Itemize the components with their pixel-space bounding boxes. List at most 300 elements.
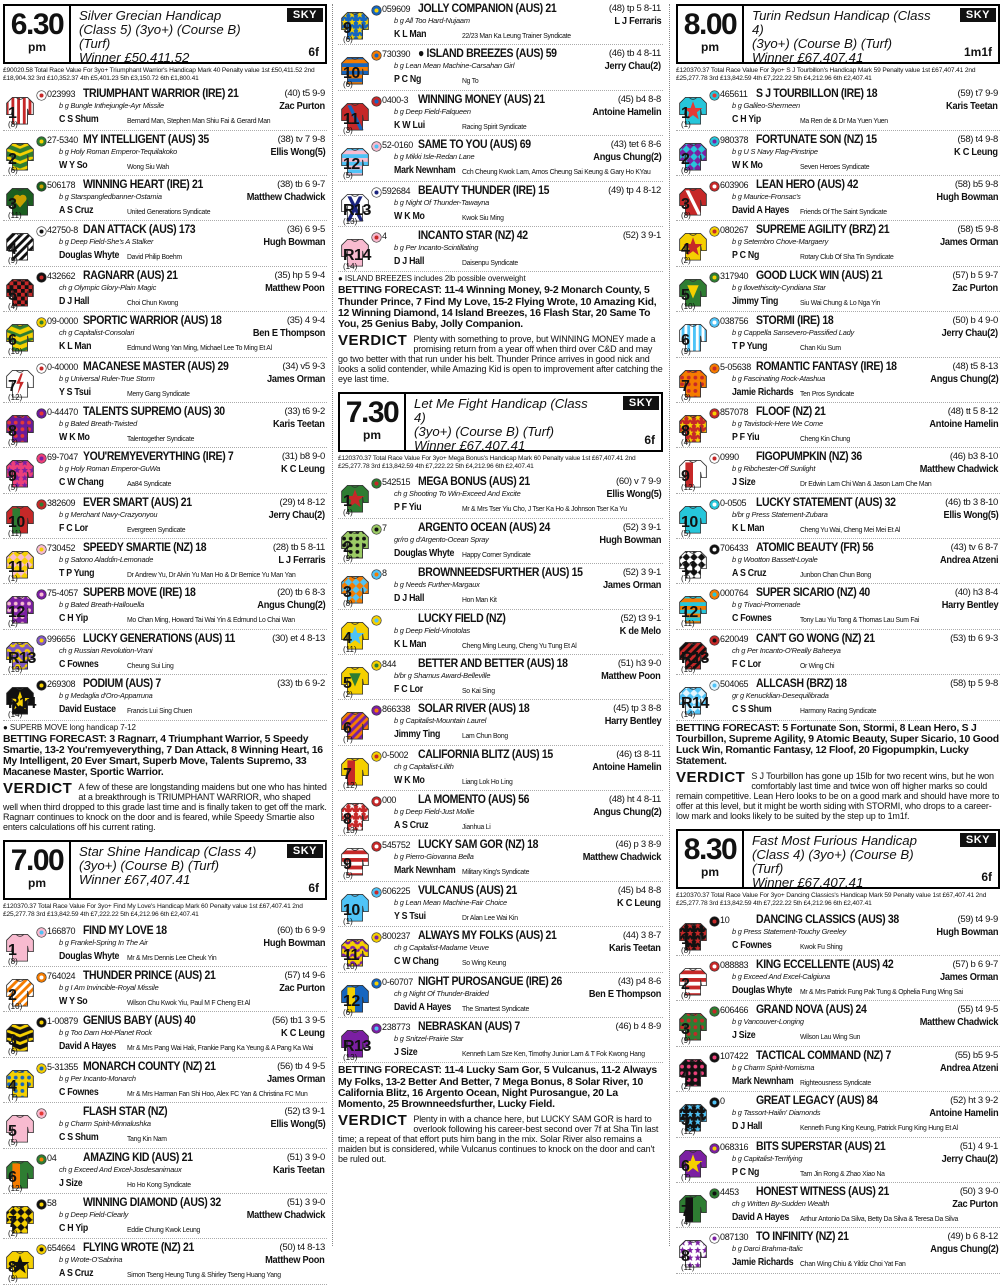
runner-number: 4 [8, 241, 17, 259]
trainer-name: D J Hall [732, 1121, 763, 1133]
jockey-cap-icon [371, 976, 382, 987]
jockey-name: Ellis Wong(5) [270, 145, 325, 158]
runner-form: 038756 [720, 316, 749, 327]
race-header [676, 4, 1000, 64]
verdict-label: VERDICT [676, 769, 746, 787]
runner-number: 7 [8, 1214, 17, 1231]
owner-name: So Kai Sing [462, 685, 495, 695]
jockey-name: Ben E Thompson [588, 987, 661, 1000]
owner-name: Mr & Mrs Dennis Lee Cheuk Yin [127, 952, 217, 962]
jockey-name: Matthew Chadwick [246, 1209, 325, 1221]
jockey-name: Ellis Wong(5) [943, 508, 998, 521]
runner-number: 6 [681, 1157, 690, 1175]
runner-form: 844 [382, 658, 397, 669]
runner-row [338, 45, 663, 90]
horse-name: S J TOURBILLON (IRE) 18 [756, 86, 878, 101]
tv-channel-badge: SKY [287, 8, 323, 22]
jockey-name: Karis Teetan [273, 417, 325, 430]
runner-rating-weight: (50) t4 8-13 [279, 1242, 325, 1254]
horse-name: HONEST WITNESS (AUS) 21 [756, 1184, 890, 1198]
jockey-cap-icon [709, 179, 720, 190]
runner-rating-weight: (52) 3 9-1 [622, 567, 661, 579]
runner-row [676, 494, 1000, 539]
runner-rating-weight: (49) tp 4 8-12 [608, 184, 661, 196]
trainer-name: W Y So [59, 996, 88, 1008]
tv-channel-badge: SKY [960, 8, 996, 22]
owner-name: Kwok Fu Shing [800, 941, 843, 951]
horse-pedigree: ch g Written By-Sudden Wealth [732, 1199, 830, 1208]
horse-pedigree: b g I Am Invincible-Royal Missile [59, 983, 159, 993]
horse-pedigree: b g Night Of Thunder-Tawayna [394, 197, 490, 207]
runner-row [3, 967, 327, 1012]
horse-pedigree: b g Needs Further-Margaux [394, 580, 480, 590]
runner-row [3, 922, 327, 967]
runner-row [676, 911, 1000, 956]
horse-name: ALWAYS MY FOLKS (AUS) 21 [418, 928, 557, 943]
trainer-name: T P Yung [59, 568, 95, 580]
jockey-name: K de Melo [619, 624, 661, 637]
runner-number: 2 [8, 987, 17, 1005]
jockey-name: L J Ferraris [613, 15, 661, 27]
jockey-name: Jerry Chau(2) [604, 60, 661, 73]
owner-name: Dr Edwin Lam Chi Wan & Jason Lam Che Man [800, 479, 932, 489]
horse-name: MY INTELLIGENT (AUS) 35 [83, 131, 209, 146]
owner-name: Junbon Chan Chun Bong [800, 570, 872, 580]
runner-row [676, 1001, 1000, 1046]
runner-rating-weight: (50) 3 9-0 [959, 1186, 998, 1197]
runner-rating-weight: (33) tb 6 9-2 [277, 678, 325, 690]
runner-draw: (11) [681, 1263, 695, 1273]
jockey-name: James Orman [266, 1072, 325, 1085]
horse-name: LUCKY GENERATIONS (AUS) 11 [83, 630, 235, 645]
runner-draw: (3) [8, 437, 18, 447]
trainer-name: K W Lui [394, 119, 425, 131]
runner-draw: (2) [8, 1229, 18, 1238]
owner-name: Military King's Syndicate [462, 867, 530, 877]
runner-draw: (8) [681, 210, 691, 220]
runner-row [338, 0, 663, 45]
race-pm: pm [701, 865, 719, 880]
horse-pedigree: b g Frankel-Spring In The Air [59, 937, 148, 947]
horse-name: EVER SMART (AUS) 21 [83, 494, 192, 509]
owner-name: Eddie Chung Kwok Leung [127, 1225, 201, 1234]
horse-name: INCANTO STAR (NZ) 42 [418, 227, 528, 242]
runner-draw: (3) [343, 125, 353, 135]
owner-name: David Philip Boehm [127, 252, 182, 262]
owner-name: Mr & Mrs Pang Wai Hak, Frankie Pang Ka Yeung & A Pang Ka Wai [127, 1043, 314, 1053]
runner-rating-weight: (43) tet 6 8-6 [610, 139, 661, 151]
jockey-cap-icon [36, 633, 47, 644]
runner-rating-weight: (51) 3 9-0 [286, 1197, 325, 1208]
owner-name: Tony Lau Yiu Tong & Thomas Lau Sum Fai [800, 615, 920, 625]
runner-number: 7 [681, 1203, 690, 1220]
runner-form: 800237 [382, 931, 411, 942]
horse-name: NIGHT PUROSANGUE (IRE) 26 [418, 973, 562, 988]
jockey-cap-icon [371, 185, 382, 196]
runner-draw: (4) [681, 1218, 691, 1227]
runner-rating-weight: (48) ht 4 8-11 [608, 794, 661, 806]
runner-number: 3 [343, 584, 352, 602]
runner-number: 5 [343, 674, 352, 692]
runner-draw: (6) [8, 1047, 18, 1057]
horse-pedigree: b g Starspangledbanner-Ostamia [59, 191, 162, 201]
trainer-name: Douglas Whyte [732, 985, 793, 997]
owner-name: Wilson Chu Kwok Yiu, Paul M F Cheng Et Al [127, 998, 251, 1008]
jockey-name: Ben E Thompson [252, 327, 325, 340]
verdict-label: VERDICT [338, 332, 408, 350]
runner-row [3, 630, 327, 675]
race-title-line2: (Class 5) (3yo+) (Course B) (Turf) [79, 22, 241, 51]
runner-row [3, 1239, 327, 1284]
horse-pedigree: b g Bated Breath-Hallouella [59, 600, 144, 610]
runner-number: 5 [8, 286, 17, 304]
trainer-name: W K Mo [394, 774, 425, 786]
runner-draw: (5) [343, 871, 353, 881]
runner-number: 12 [343, 156, 360, 174]
runner-row [338, 1018, 663, 1063]
jockey-cap-icon [371, 794, 382, 805]
runner-row [676, 675, 1000, 720]
owner-name: Kenneth Lam Sze Ken, Timothy Junior Lam & T Fok Kwong Hang [462, 1049, 645, 1059]
jockey-name: L J Ferraris [277, 554, 325, 567]
runner-rating-weight: (52) 3 9-1 [622, 229, 661, 241]
trainer-name: C H Yip [59, 1223, 88, 1234]
horse-pedigree: ch g Night Of Thunder-Braided [394, 988, 489, 998]
runner-rating-weight: (52) ht 3 9-2 [950, 1095, 998, 1107]
runner-draw: (9) [681, 1036, 691, 1046]
runner-number: 5 [8, 1123, 17, 1141]
trainer-name: J Size [732, 1030, 756, 1042]
race-time-box [678, 6, 744, 62]
owner-name: Kenneth Fung King Keung, Patrick Fung King Hung Et Al [800, 1123, 958, 1133]
jockey-cap-icon [709, 1141, 720, 1152]
horse-name: SPORTIC WARRIOR (AUS) 18 [83, 313, 222, 328]
runner-rating-weight: (53) tb 6 9-3 [950, 632, 998, 644]
trainer-name: P C Ng [394, 74, 422, 86]
jockey-cap-icon [709, 542, 720, 553]
trainer-name: A S Cruz [59, 1268, 94, 1280]
runner-number: 3 [681, 1021, 690, 1039]
runner-rating-weight: (52) t3 9-1 [284, 1106, 325, 1118]
trainer-name: Douglas Whyte [59, 250, 120, 262]
horse-pedigree: ch g Per Incanto-O'Really Baheeya [732, 645, 841, 655]
runner-row [676, 131, 1000, 176]
runner-rating-weight: (36) 6 9-5 [286, 224, 325, 236]
runner-form: 866338 [382, 704, 411, 715]
jockey-cap-icon [371, 703, 382, 714]
runner-row [676, 403, 1000, 448]
runner-form: 0990 [720, 452, 739, 463]
runner-form: 4453 [720, 1187, 739, 1197]
race-title [752, 9, 940, 65]
race-header [338, 392, 663, 452]
horse-name: SUPER SICARIO (NZ) 40 [756, 585, 870, 600]
horse-pedigree: b g Wootton Bassett-Loyale [732, 555, 818, 565]
trainer-name: C Fownes [732, 613, 772, 625]
runner-number: 9 [343, 20, 352, 37]
horse-pedigree: gr/ro g d'Argento-Ocean Spray [394, 534, 489, 544]
runner-row [338, 746, 663, 791]
jockey-cap-icon [36, 925, 47, 936]
runner-draw: (3) [681, 392, 691, 402]
runner-row [338, 519, 663, 564]
runner-form: 654664 [47, 1243, 76, 1254]
jockey-cap-icon [709, 406, 720, 417]
owner-name: Ma Ren de & Dr Ma Yuen Yuen [800, 116, 888, 126]
horse-pedigree: b g Wrote-O'Sabrina [59, 1255, 123, 1265]
runner-number: 3 [681, 195, 690, 213]
jockey-name: K C Leung [281, 1027, 325, 1040]
runner-draw: (6) [343, 1007, 353, 1017]
runner-draw: (7) [681, 574, 691, 584]
jockey-cap-icon [709, 1050, 720, 1061]
horse-pedigree: b g Fascinating Rock-Atashua [732, 373, 825, 383]
race-conditions: £120370.37 Total Race Value For 3yo+ Dancing Classics's Handicap Mark 59 Penalty value 1st £67,407.41 2nd £25,277.78 3rd £13,842.59 4th £7,222.22 5th £4,212.96 6th £2,407.41 [676, 892, 987, 908]
runner-row [676, 630, 1000, 675]
trainer-name: Jamie Richards [732, 1257, 794, 1269]
runner-number: 1 [343, 493, 352, 511]
runner-number: 2 [8, 150, 17, 168]
runner-form: 606466 [720, 1005, 749, 1016]
jockey-name: Jerry Chau(2) [941, 327, 998, 340]
horse-pedigree: ch g Exceed And Excel-Josdesanimaux [59, 1164, 182, 1174]
horse-name: TALENTS SUPREMO (AUS) 30 [83, 403, 225, 418]
owner-name: Friends Of The Saint Syndicate [800, 206, 887, 216]
jockey-name: Zac Purton [952, 1198, 998, 1210]
race-title [79, 9, 267, 65]
runner-draw: (12) [343, 780, 358, 790]
runner-rating-weight: (57) t4 9-6 [284, 970, 325, 982]
runner-row [676, 312, 1000, 357]
horse-name: FIND MY LOVE 18 [83, 922, 167, 937]
owner-name: Evergreen Syndicate [127, 524, 186, 534]
jockey-cap-icon [709, 1186, 720, 1197]
race-time: 7.00 [10, 844, 64, 878]
runner-row [338, 182, 663, 227]
jockey-name: Harry Bentley [604, 715, 661, 728]
jockey-name: Matthew Poon [265, 281, 325, 294]
runner-form: 996656 [47, 633, 76, 644]
runner-number: 4 [681, 1066, 690, 1084]
jockey-cap-icon [36, 542, 47, 553]
jockey-name: James Orman [939, 971, 998, 984]
trainer-name: Douglas Whyte [59, 950, 120, 962]
runner-row [338, 973, 663, 1018]
jockey-cap-icon [371, 1021, 382, 1032]
runner-rating-weight: (46) t3 8-11 [616, 748, 661, 760]
runner-draw: (9) [681, 347, 691, 357]
trainer-name: David Eustace [59, 704, 116, 716]
owner-name: Merry Gang Syndicate [127, 388, 190, 398]
trainer-name: P C Ng [732, 1166, 760, 1178]
runner-number: 8 [681, 1248, 690, 1266]
race-time-box [5, 842, 71, 898]
runner-rating-weight: (58) t4 9-8 [957, 133, 998, 145]
runner-draw: (11) [681, 619, 695, 629]
runner-form: 506178 [47, 179, 76, 190]
horse-pedigree: b g Per Incanto-Scintillating [394, 242, 479, 252]
runner-rating-weight: (31) b8 9-0 [281, 451, 325, 463]
trainer-name: T P Yung [732, 341, 768, 353]
runner-number: 6 [8, 332, 17, 350]
jockey-name: James Orman [602, 579, 661, 592]
runner-draw: (7) [8, 1092, 18, 1102]
horse-name: ARGENTO OCEAN (AUS) 24 [418, 519, 551, 534]
runner-form: 5-05638 [720, 361, 751, 372]
trainer-name: J Size [59, 1177, 83, 1189]
race-winner-prize: Winner £67,407.41 [414, 438, 526, 454]
runner-form: 58 [47, 1198, 57, 1208]
runner-form: 465611 [720, 89, 748, 100]
jockey-cap-icon [36, 1152, 47, 1163]
runner-form: 764024 [47, 971, 76, 982]
race-conditions: £90020.58 Total Race Value For 3yo+ Triumphant Warrior's Handicap Mark 40 Penalty value 1st £50,411.52 2nd £18,904.32 3rd £10,352.37 4th £5,401.23 5th £3,150.72 6th £1,800.41 [3, 67, 315, 82]
runner-number: 10 [343, 65, 360, 83]
jockey-cap-icon [36, 451, 47, 462]
tv-channel-badge: SKY [287, 844, 323, 858]
owner-name: Kwok Siu Ming [462, 212, 504, 222]
horse-name: FORTUNATE SON (NZ) 15 [756, 131, 877, 146]
runner-form: 107422 [720, 1050, 749, 1061]
runner-rating-weight: (55) t4 9-5 [957, 1004, 998, 1016]
runner-rating-weight: (46) tb 4 8-11 [608, 48, 661, 60]
runner-form: 000 [382, 795, 397, 806]
runner-rating-weight: (44) 3 8-7 [622, 930, 661, 942]
horse-name: MACANESE MASTER (AUS) 29 [83, 358, 229, 373]
jockey-cap-icon [36, 1197, 47, 1208]
runner-rating-weight: (52) 3 9-1 [622, 521, 661, 533]
race-winner-prize: Winner £67,407.41 [752, 875, 864, 891]
verdict-text: Plenty in with a chance here, but LUCKY SAM GOR is hard to overlook following his career-best second over 7f at Sha Tin last time; a repeat of that effort puts him bang in the mix. Solar River also remains a maiden but is considered, while Vulcanus continues to knock on the door and can't be ruled out. [338, 1114, 659, 1165]
horse-name: WINNING HEART (IRE) 21 [83, 176, 203, 191]
trainer-name: C Fownes [59, 1086, 99, 1098]
runner-rating-weight: (48) t5 8-13 [952, 360, 998, 372]
runner-draw: (6) [8, 165, 18, 175]
horse-pedigree: b g Too Darn Hot-Planet Rock [59, 1028, 152, 1038]
runner-rating-weight: (56) tb1 3 9-5 [272, 1015, 325, 1027]
owner-name: Jianhua Li [462, 822, 491, 832]
betting-forecast: BETTING FORECAST: 11-4 Winning Money, 9-2 Monarch County, 5 Thunder Prince, 7 Find My Love, 15-2 Flying Wrote, 10 Amazing Kid, 12 Winning Diamond, 14 Island Breezes, 16 Flash Star, 20 Same To You, 25 Genius Baby, Jolly Companion. [338, 285, 657, 330]
horse-pedigree: ch g Capitalist-Consolari [59, 328, 135, 338]
runner-row [338, 882, 663, 927]
owner-name: Simon Tseng Heung Tung & Shirley Tseng Huang Yang [127, 1270, 281, 1280]
jockey-cap-icon [36, 1242, 47, 1253]
runner-form: 75-4057 [47, 588, 78, 599]
owner-name: Choi Chun Kwong [127, 297, 179, 307]
trainer-name: Jamie Richards [732, 386, 794, 398]
race-winner-prize: Winner £67,407.41 [752, 50, 864, 65]
jockey-name: Antoine Hamelin [592, 105, 661, 118]
horse-pedigree: b g Lean Mean Machine-Fair Choice [394, 897, 507, 907]
runner-row [676, 956, 1000, 1001]
owner-name: The Smartest Syndicate [462, 1003, 529, 1013]
jockey-name: Jerry Chau(2) [268, 508, 325, 521]
jockey-name: Hugh Bowman [263, 936, 325, 949]
trainer-name: Mark Newnham [394, 865, 456, 877]
runner-rating-weight: (56) tb 4 9-5 [277, 1060, 325, 1072]
runner-draw: (10) [343, 962, 358, 972]
betting-forecast: BETTING FORECAST: 5 Fortunate Son, Stormi, 8 Lean Hero, S J Tourbillon, Supreme Agility, 9 Atomic Beauty, Super Sicario, 10 Good Luck Win, Romantic Fantasy, 12 Floof, 20 Figopumpkin, Lucky Statement. [676, 722, 999, 768]
runner-form: 0400-3 [382, 94, 409, 105]
runner-row [3, 1058, 327, 1103]
jockey-cap-icon [371, 48, 382, 59]
horse-pedigree: b g All Too Hard-Nujaam [394, 16, 470, 25]
column-1 [3, 0, 327, 1284]
horse-pedigree: b g Deep Field-Vinotolas [394, 625, 470, 635]
race-title-line1: Fast Most Furious Handicap [752, 833, 917, 849]
runner-form: 69-7047 [47, 452, 78, 463]
runner-rating-weight: (20) tb 6 8-3 [277, 587, 325, 599]
horse-name: KING ECCELLENTE (AUS) 42 [756, 957, 894, 972]
runner-form: 166870 [47, 925, 76, 936]
jockey-cap-icon [36, 1015, 47, 1026]
jockey-name: Antoine Hamelin [592, 760, 661, 773]
jockey-name: Karis Teetan [273, 1163, 325, 1176]
runner-row [3, 221, 327, 266]
horse-name: RAGNARR (AUS) 21 [83, 267, 178, 282]
jockey-cap-icon [709, 587, 720, 598]
race-title-line1: Silver Grecian Handicap [79, 8, 222, 23]
jockey-name: Matthew Chadwick [919, 1016, 998, 1029]
runner-rating-weight: (49) b 6 8-12 [947, 1231, 998, 1243]
horse-name: BEAUTY THUNDER (IRE) 15 [418, 182, 550, 197]
betting-forecast: BETTING FORECAST: 11-4 Lucky Sam Gor, 5 Vulcanus, 11-2 Always My Folks, 13-2 Better And Better, 7 Mega Bonus, 8 Solar River, 10 California Blitz, 16 Argento Ocean, Night Purosangue, 20 La Momento, 25 Brownneedsfurther, Lucky Field. [338, 1065, 657, 1111]
runner-number: 5 [681, 1112, 690, 1130]
horse-name: GREAT LEGACY (AUS) 84 [756, 1093, 878, 1108]
trainer-name: Y S Tsui [59, 386, 91, 398]
jockey-cap-icon [709, 1095, 720, 1106]
runner-row [3, 584, 327, 629]
trainer-name: P F Yiu [732, 431, 760, 443]
jockey-name: Hugh Bowman [936, 190, 998, 203]
owner-name: Edmund Wong Yan Ming, Michael Lee To Ming Et Al [127, 343, 272, 353]
jockey-name: Matthew Poon [265, 1254, 325, 1267]
runner-number: 12 [681, 604, 698, 622]
jockey-name: Antoine Hamelin [929, 1107, 998, 1120]
runner-row [338, 791, 663, 836]
verdict-text: Plenty with something to prove, but WINNING MONEY made a promising return from a year off when third over C&D and may go two better with that run under his belt. Thunder Prince arrives in good nick and looks a solid contender, while Amazing Kid is open to improvement after catching the eye last time. [338, 334, 663, 385]
jockey-cap-icon [709, 1004, 720, 1015]
horse-pedigree: b g Press Statement-Touchy Greeley [732, 926, 847, 936]
runner-form: 080267 [720, 225, 749, 236]
horse-name: LUCKY SAM GOR (NZ) 18 [418, 837, 539, 852]
runner-form: 068316 [720, 1141, 749, 1152]
horse-pedigree: b g Maurice-Fronsac's [732, 191, 801, 201]
runner-draw: (2) [681, 256, 691, 266]
horse-pedigree: b g Deep Field-Clearly [59, 1210, 129, 1219]
trainer-name: Jimmy Ting [732, 295, 779, 307]
owner-name: United Generations Syndicate [127, 206, 211, 216]
runner-rating-weight: (45) tp 3 8-8 [613, 703, 661, 715]
horse-pedigree: b g Lean Mean Machine-Carsahan Girl [394, 61, 515, 71]
horse-pedigree: b g Bungle Inthejungle-Ayr Missile [59, 101, 164, 111]
horse-name: TACTICAL COMMAND (NZ) 7 [756, 1047, 891, 1062]
jockey-cap-icon [36, 270, 47, 281]
trainer-name: F C Lor [394, 683, 423, 695]
runner-row [676, 1138, 1000, 1183]
horse-name: SUPREME AGILITY (BRZ) 21 [756, 222, 890, 237]
runner-rating-weight: (45) b4 8-8 [617, 93, 661, 105]
verdict-label: VERDICT [338, 1112, 408, 1130]
runner-draw: (6) [343, 80, 353, 90]
runner-row [3, 358, 327, 403]
owner-name: Wong Siu Wah [127, 161, 169, 171]
runner-form: 432662 [47, 270, 76, 281]
runner-rating-weight: (43) p4 8-6 [617, 975, 661, 987]
runner-form: 087130 [720, 1232, 749, 1243]
runner-number: 10 [343, 901, 360, 919]
trainer-name: C S Shum [732, 704, 772, 716]
